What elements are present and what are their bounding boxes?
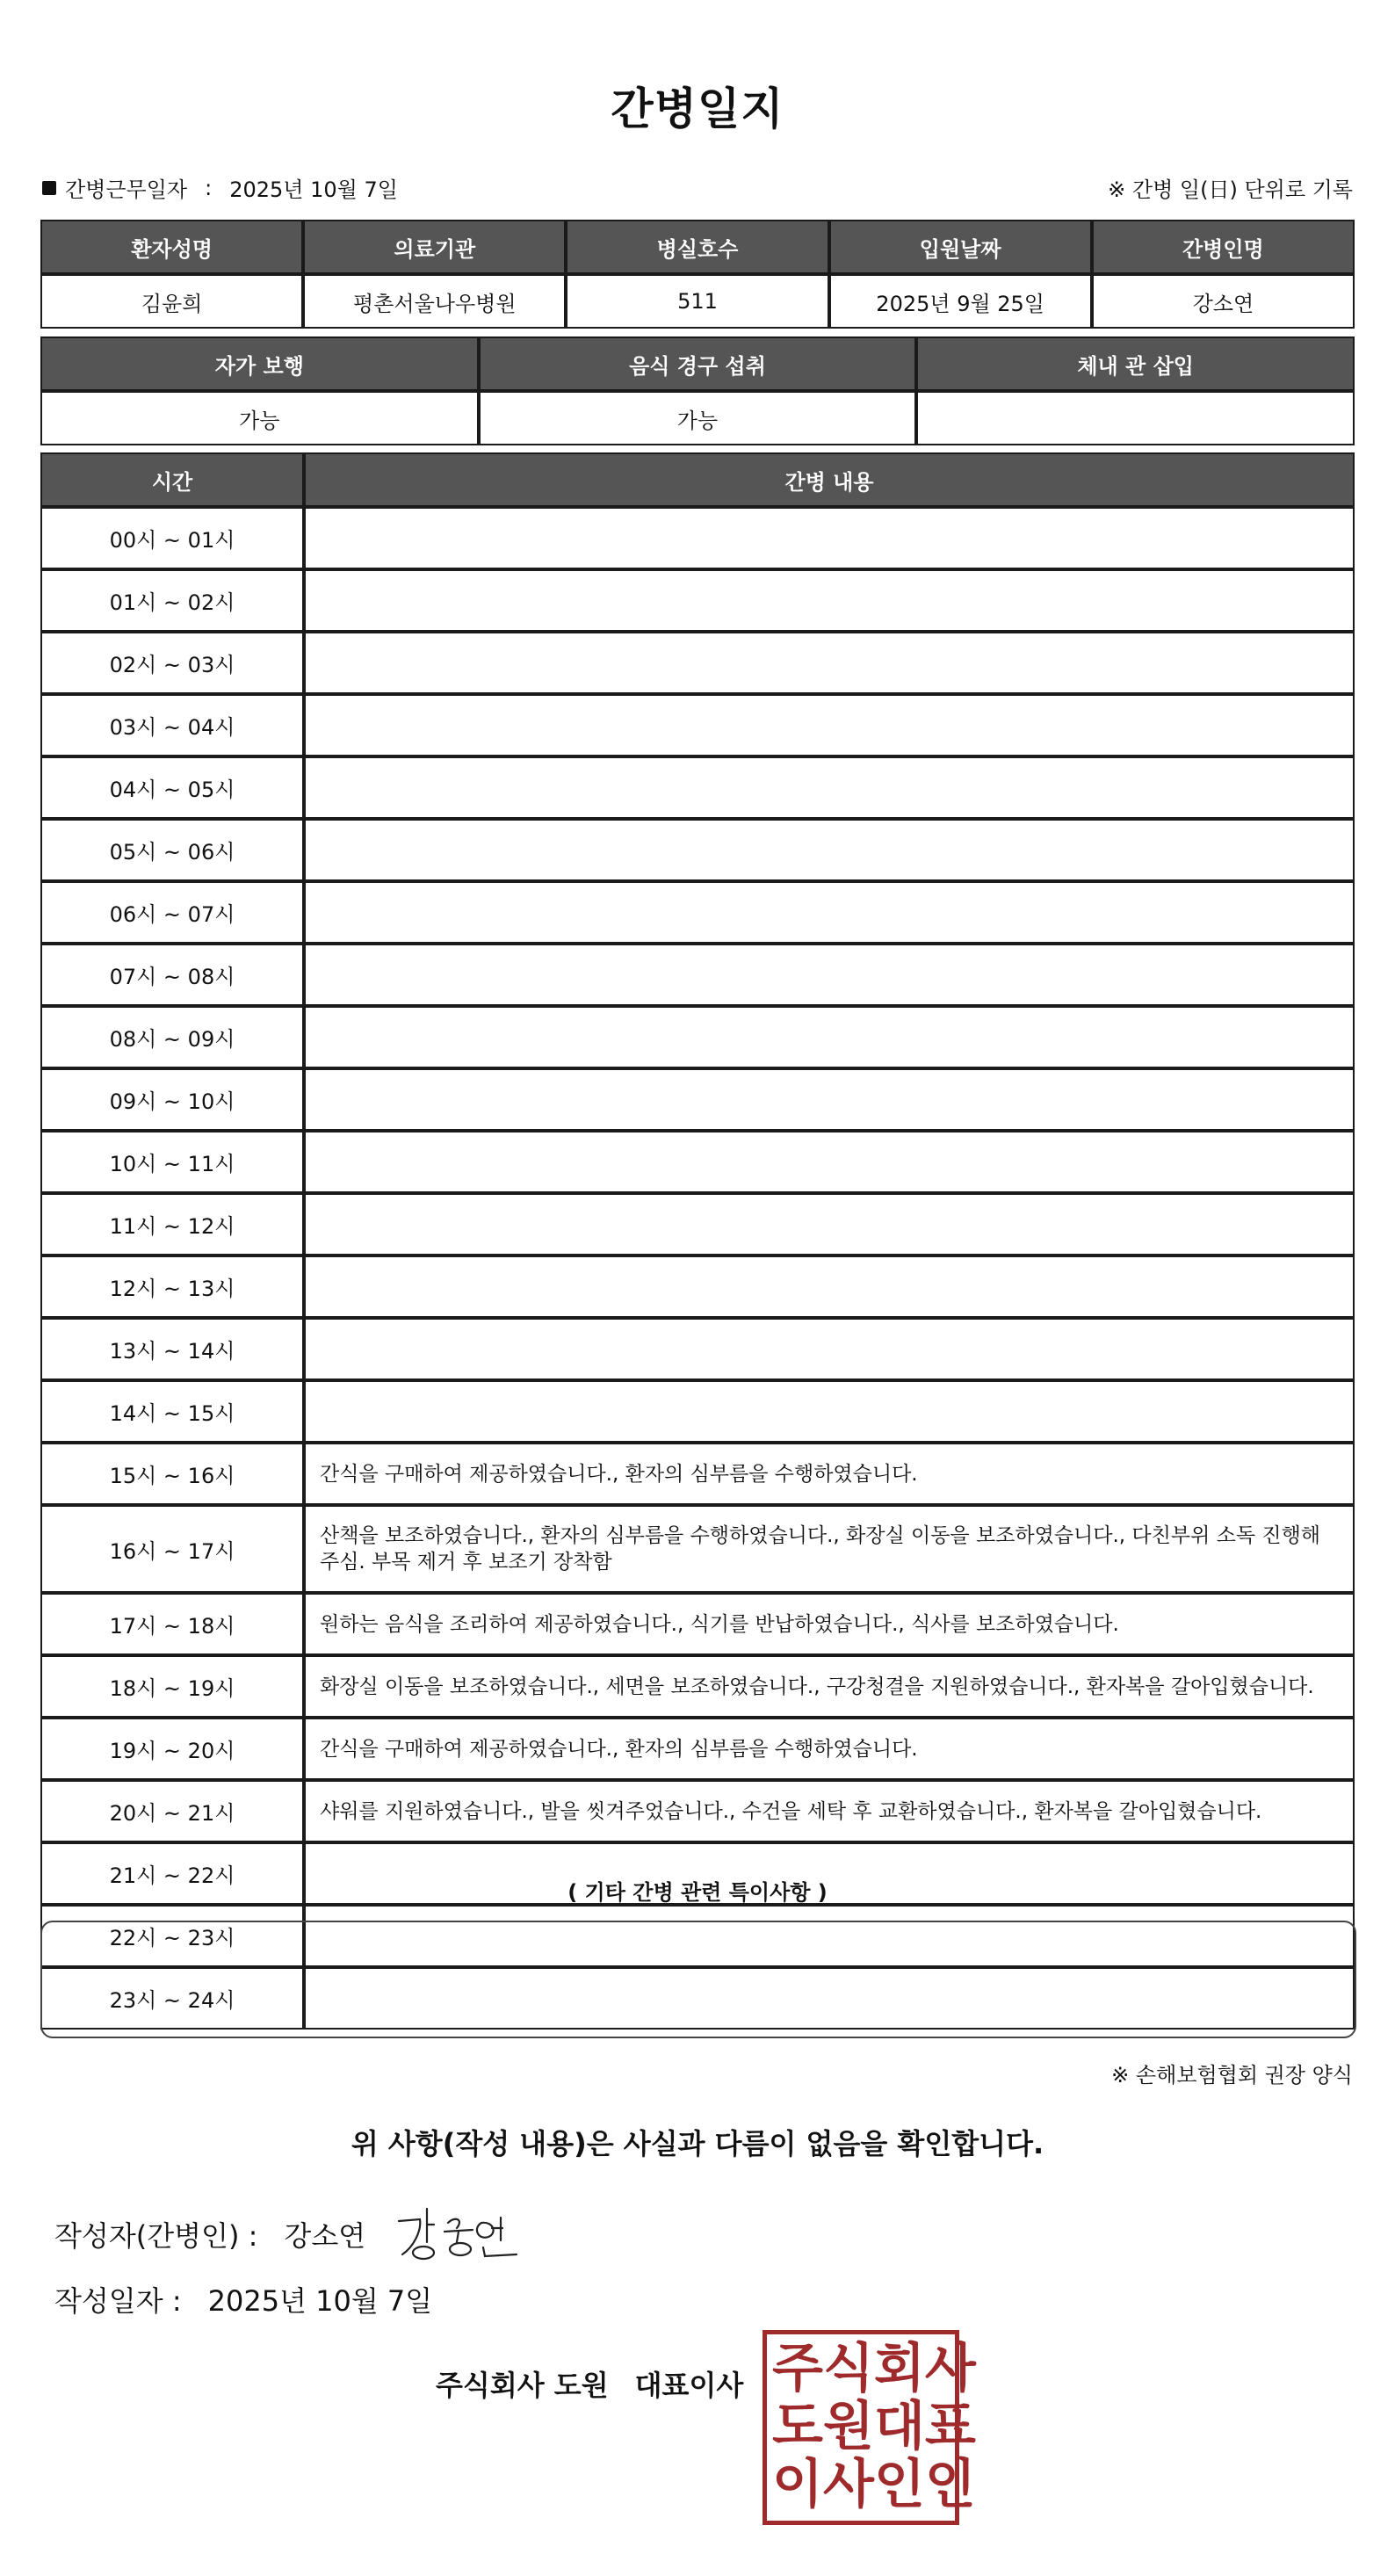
admission-date-value: 2025년 9월 25일: [829, 274, 1092, 329]
log-content-cell: [304, 1318, 1355, 1380]
patient-info-value-row: [40, 274, 1355, 329]
log-row: [40, 632, 1355, 694]
oral-intake-value: 가능: [479, 391, 917, 445]
log-time-cell: 14시 ~ 15시: [40, 1380, 304, 1443]
log-content-cell: 샤워를 지원하였습니다., 발을 씻겨주었습니다., 수건을 세탁 후 교환하였습니다., 환자복을 갈아입혔습니다.: [304, 1780, 1355, 1842]
log-content-cell: [304, 1006, 1355, 1068]
log-row: [40, 819, 1355, 881]
seal-char: 원: [822, 2396, 874, 2457]
seal-char: 사: [924, 2338, 976, 2399]
status-header-row: [40, 336, 1355, 391]
log-time-cell: 13시 ~ 14시: [40, 1318, 304, 1380]
header-patient-name: 환자성명: [40, 220, 303, 274]
handwritten-signature: [394, 2196, 534, 2267]
log-content-cell: 간식을 구매하여 제공하였습니다., 환자의 심부름을 수행하였습니다.: [304, 1443, 1355, 1505]
written-date-value: 2025년 10월 7일: [207, 2284, 433, 2318]
care-log-table: [40, 452, 1355, 2030]
confirmation-statement: 위 사항(작성 내용)은 사실과 다름이 없음을 확인합니다.: [351, 2127, 1044, 2160]
log-time-cell: 02시 ~ 03시: [40, 632, 304, 694]
representative-title: 대표이사: [634, 2369, 744, 2402]
association-note: ※ 손해보험협회 권장 양식: [1111, 2063, 1353, 2088]
log-time-cell: 01시 ~ 02시: [40, 569, 304, 632]
log-row: [40, 1255, 1355, 1318]
header-admission-date: 입원날짜: [829, 220, 1092, 274]
log-content-cell: 화장실 이동을 보조하였습니다., 세면을 보조하였습니다., 구강청결을 지원하였습니다., 환자복을 갈아입혔습니다.: [304, 1655, 1355, 1718]
log-content-cell: [304, 1131, 1355, 1193]
work-date-label: 간병근무일자: [65, 177, 188, 202]
seal-row: [772, 2338, 976, 2399]
log-content-cell: [304, 507, 1355, 569]
header-self-walking: 자가 보행: [40, 336, 479, 391]
seal-char: 대: [873, 2396, 925, 2457]
company-line: [436, 2363, 743, 2404]
log-content-cell: [304, 694, 1355, 756]
seal-char: 인: [924, 2454, 976, 2515]
patient-info-table: [40, 220, 1355, 329]
hospital-value: 평촌서울나우병원: [303, 274, 566, 329]
seal-char: 표: [924, 2396, 976, 2457]
header-time: 시간: [40, 452, 304, 507]
special-notes-box: [40, 1921, 1356, 2038]
log-content-cell: [304, 1193, 1355, 1255]
log-time-cell: 08시 ~ 09시: [40, 1006, 304, 1068]
log-time-cell: 07시 ~ 08시: [40, 944, 304, 1006]
caregiver-name-value: 강소연: [1092, 274, 1355, 329]
seal-char: 이: [772, 2454, 823, 2515]
log-row: [40, 569, 1355, 632]
log-row: [40, 944, 1355, 1006]
log-content-cell: 산책을 보조하였습니다., 환자의 심부름을 수행하였습니다., 화장실 이동을 보조하였습니다., 다친부위 소독 진행해주심. 부목 제거 후 보조기 장착함: [304, 1505, 1355, 1593]
unit-note: ※ 간병 일(日) 단위로 기록: [1108, 177, 1353, 202]
log-time-cell: 17시 ~ 18시: [40, 1593, 304, 1655]
writer-label: 작성자(간병인) :: [54, 2219, 258, 2253]
seal-row: [772, 2396, 976, 2457]
log-time-cell: 10시 ~ 11시: [40, 1131, 304, 1193]
tube-insertion-value: [916, 391, 1355, 445]
log-time-cell: 04시 ~ 05시: [40, 756, 304, 819]
log-content-cell: [304, 632, 1355, 694]
log-content-cell: [304, 881, 1355, 944]
log-row: [40, 694, 1355, 756]
work-date: [42, 172, 398, 203]
log-row: [40, 1443, 1355, 1505]
log-time-cell: 21시 ~ 22시: [40, 1842, 304, 1905]
log-time-cell: 22시 ~ 23시: [40, 1905, 304, 1967]
status-value-row: [40, 391, 1355, 445]
seal-char: 도: [772, 2396, 823, 2457]
company-seal-stamp: [763, 2330, 976, 2525]
log-row: [40, 1718, 1355, 1780]
log-content-cell: [304, 1255, 1355, 1318]
log-time-cell: 15시 ~ 16시: [40, 1443, 304, 1505]
log-time-cell: 23시 ~ 24시: [40, 1967, 304, 2030]
writer-name: 강소연: [284, 2219, 366, 2253]
log-content-cell: [304, 819, 1355, 881]
log-row: [40, 1068, 1355, 1131]
header-oral-intake: 음식 경구 섭취: [479, 336, 917, 391]
company-name: 주식회사 도원: [436, 2369, 609, 2402]
patient-info-header-row: [40, 220, 1355, 274]
seal-char: 회: [873, 2338, 925, 2399]
page-title: 간병일지: [611, 83, 784, 134]
log-time-cell: 19시 ~ 20시: [40, 1718, 304, 1780]
log-time-cell: 16시 ~ 17시: [40, 1505, 304, 1593]
log-content-cell: [304, 1380, 1355, 1443]
log-row: [40, 1318, 1355, 1380]
seal-char: 식: [822, 2338, 874, 2399]
log-time-cell: 11시 ~ 12시: [40, 1193, 304, 1255]
log-row: [40, 1193, 1355, 1255]
log-time-cell: 20시 ~ 21시: [40, 1780, 304, 1842]
log-time-cell: 03시 ~ 04시: [40, 694, 304, 756]
log-row: [40, 1131, 1355, 1193]
log-row: [40, 1655, 1355, 1718]
log-row: [40, 1380, 1355, 1443]
header-hospital: 의료기관: [303, 220, 566, 274]
header-tube-insertion: 체내 관 삽입: [916, 336, 1355, 391]
log-header-row: [40, 452, 1355, 507]
log-time-cell: 09시 ~ 10시: [40, 1068, 304, 1131]
log-content-cell: [304, 1068, 1355, 1131]
log-content-cell: [304, 944, 1355, 1006]
log-row: [40, 1593, 1355, 1655]
patient-name-value: 김윤희: [40, 274, 303, 329]
log-content-cell: 간식을 구매하여 제공하였습니다., 환자의 심부름을 수행하였습니다.: [304, 1718, 1355, 1780]
log-content-cell: 원하는 음식을 조리하여 제공하였습니다., 식기를 반납하였습니다., 식사를 보조하였습니다.: [304, 1593, 1355, 1655]
patient-status-table: [40, 336, 1355, 445]
seal-row: [772, 2454, 976, 2515]
bullet-square-icon: [42, 181, 56, 195]
special-notes-heading: ( 기타 간병 관련 특이사항 ): [567, 1880, 828, 1905]
log-time-cell: 12시 ~ 13시: [40, 1255, 304, 1318]
seal-char: 인: [873, 2454, 925, 2515]
header-caregiver-name: 간병인명: [1092, 220, 1355, 274]
work-date-value: 2025년 10월 7일: [229, 177, 398, 202]
log-time-cell: 06시 ~ 07시: [40, 881, 304, 944]
log-content-cell: [304, 569, 1355, 632]
writer-line: [54, 2214, 365, 2254]
log-row: [40, 1505, 1355, 1593]
room-number-value: 511: [566, 274, 828, 329]
log-row: [40, 756, 1355, 819]
log-time-cell: 00시 ~ 01시: [40, 507, 304, 569]
work-date-separator: :: [205, 175, 213, 200]
header-room-number: 병실호수: [566, 220, 828, 274]
log-time-cell: 05시 ~ 06시: [40, 819, 304, 881]
header-care-content: 간병 내용: [304, 452, 1355, 507]
log-row: [40, 1006, 1355, 1068]
log-row: [40, 1780, 1355, 1842]
log-row: [40, 507, 1355, 569]
seal-char: 사: [822, 2454, 874, 2515]
log-time-cell: 18시 ~ 19시: [40, 1655, 304, 1718]
seal-char: 주: [772, 2338, 823, 2399]
log-content-cell: [304, 756, 1355, 819]
self-walking-value: 가능: [40, 391, 479, 445]
log-body: [40, 507, 1355, 2030]
written-date-line: [54, 2279, 432, 2319]
written-date-label: 작성일자 :: [54, 2284, 182, 2318]
log-row: [40, 881, 1355, 944]
